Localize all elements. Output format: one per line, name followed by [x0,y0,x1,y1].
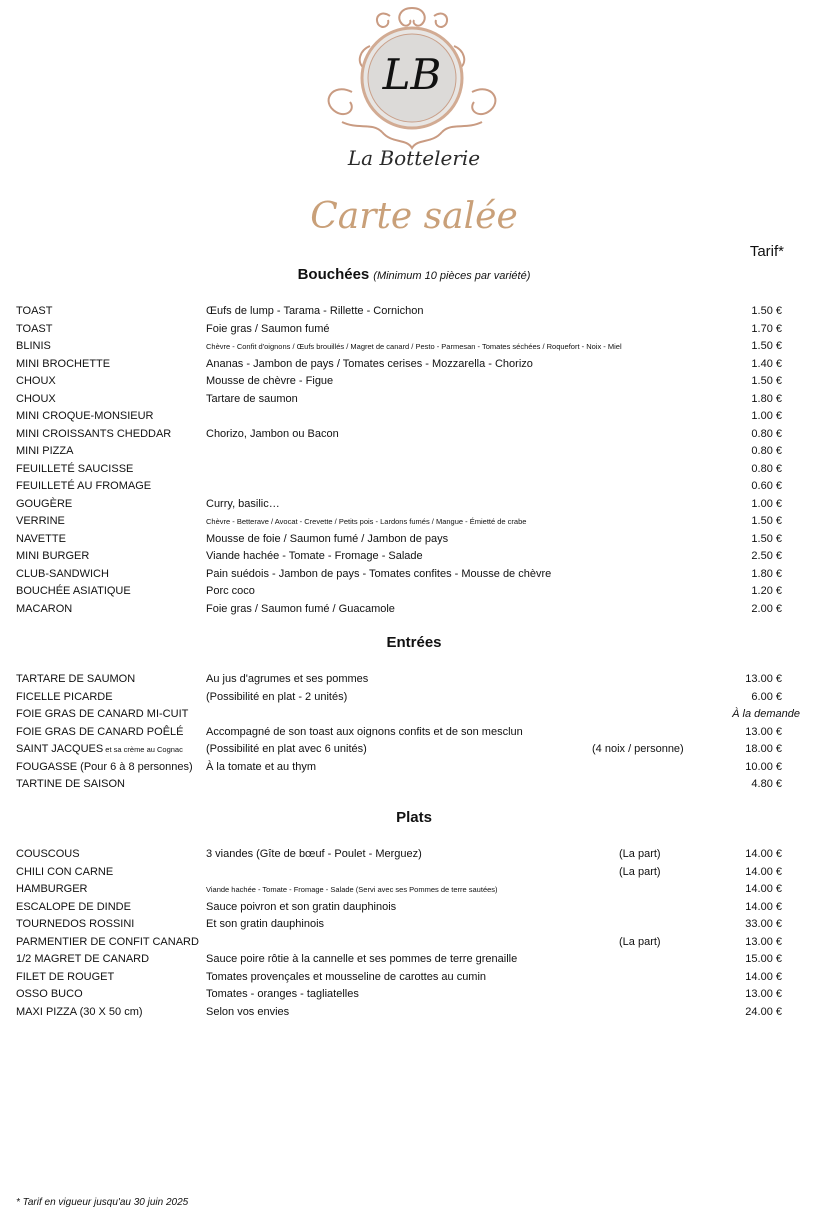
menu-item [0,303,828,320]
item-description: Et son gratin dauphinois [206,918,325,930]
item-name-note: et sa crème au Cognac [103,745,183,754]
item-description: Selon vos envies [206,1005,290,1018]
menu-item [0,951,828,968]
item-description: Tartare de saumon [206,392,298,405]
item-description: Foie gras / Saumon fumé / Guacamole [206,602,395,615]
item-name: MINI BROCHETTE [16,357,111,370]
menu-item [0,496,828,513]
item-name: FICELLE PICARDE [16,690,113,703]
section-bouchees-heading [0,266,828,283]
item-price: 1.50 € [751,305,782,317]
item-name: PARMENTIER DE CONFIT CANARD [16,935,199,948]
item-price: 0.80 € [751,427,782,440]
item-description: Ananas - Jambon de pays / Tomates cerises - Mozzarella - Chorizo [206,357,533,370]
item-portion: (La part) [619,935,661,948]
item-price: 14.00 € [745,900,782,913]
item-price: À la demande [732,708,800,720]
menu-item [0,601,828,618]
item-price: 1.50 € [751,515,782,527]
menu-item [0,583,828,600]
item-price: 13.00 € [745,725,782,738]
logo-monogram: LB [382,50,442,99]
item-price: 33.00 € [745,918,782,930]
item-description: Chèvre - Betterave / Avocat - Crevette / Petits pois - Lardons fumés / Mangue - Émietté de crabe [206,517,527,526]
menu-item [0,461,828,478]
menu-item [0,338,828,355]
section-note: (Minimum 10 pièces par variété) [373,270,531,282]
menu-item [0,513,828,530]
item-name: MINI CROISSANTS CHEDDAR [16,427,172,440]
menu-item [0,443,828,460]
item-name: CHOUX [16,375,56,387]
item-description: Accompagné de son toast aux oignons confits et de son mesclun [206,725,523,738]
item-price: 15.00 € [745,953,782,965]
menu-item [0,986,828,1003]
item-price: 14.00 € [745,848,782,860]
item-price: 13.00 € [745,935,782,948]
item-name: MINI CROQUE-MONSIEUR [16,410,154,422]
item-description: À la tomate et au thym [206,760,317,773]
item-name: FOIE GRAS DE CANARD MI-CUIT [16,708,189,720]
item-name: MACARON [16,602,73,615]
item-price: 1.50 € [751,532,782,545]
item-name: BLINIS [16,340,51,352]
item-description: (Possibilité en plat - 2 unités) [206,690,348,703]
menu-item [0,741,828,758]
menu-item [0,356,828,373]
item-price: 1.00 € [751,410,782,422]
item-price: 6.00 € [751,690,782,703]
item-name: TARTINE DE SAISON [16,778,126,790]
item-price: 1.40 € [751,357,782,370]
item-description: Tomates - oranges - tagliatelles [206,988,359,1000]
item-description: Pain suédois - Jambon de pays - Tomates confites - Mousse de chèvre [206,567,552,580]
item-name: NAVETTE [16,532,66,545]
item-name: TARTARE DE SAUMON [16,673,136,685]
menu-item [0,916,828,933]
item-price: 2.00 € [751,602,782,615]
menu-item [0,566,828,583]
menu-item [0,671,828,688]
item-description: Au jus d'agrumes et ses pommes [206,673,369,685]
page-title: Carte salée [310,196,518,237]
item-name: MINI PIZZA [16,445,74,457]
menu-item [0,706,828,723]
item-name: SAINT JACQUES et sa crème au Cognac [16,743,183,755]
item-price: 1.80 € [751,392,782,405]
menu-item [0,724,828,741]
item-name: FEUILLETÉ AU FROMAGE [16,480,152,492]
item-price: 14.00 € [745,970,782,983]
menu-item [0,548,828,565]
item-price: 13.00 € [745,988,782,1000]
item-name: 1/2 MAGRET DE CANARD [16,953,150,965]
item-name: FILET DE ROUGET [16,970,115,983]
item-name: MAXI PIZZA (30 X 50 cm) [16,1005,143,1018]
menu-item [0,846,828,863]
menu-item [0,881,828,898]
item-name: TOURNEDOS ROSSINI [16,918,135,930]
menu-item [0,478,828,495]
item-name: MINI BURGER [16,550,90,562]
menu-item [0,934,828,951]
item-description: Chorizo, Jambon ou Bacon [206,427,339,440]
menu-item [0,531,828,548]
item-description: Sauce poivron et son gratin dauphinois [206,900,397,913]
item-price: 0.80 € [751,445,782,457]
item-name: OSSO BUCO [16,988,83,1000]
menu-item [0,759,828,776]
item-name: FEUILLETÉ SAUCISSE [16,462,134,475]
footnote: * Tarif en vigueur jusqu'au 30 juin 2025 [16,1197,189,1208]
menu-item [0,426,828,443]
item-price: 10.00 € [745,760,782,773]
item-price: 24.00 € [745,1005,782,1018]
item-description: Sauce poire rôtie à la cannelle et ses pommes de terre grenaille [206,953,518,965]
item-portion: (La part) [619,865,661,878]
item-description: 3 viandes (Gîte de bœuf - Poulet - Merguez) [206,848,422,860]
item-portion: (La part) [619,848,661,860]
item-name: CHOUX [16,392,56,405]
item-name: TOAST [16,305,53,317]
section-title: Entrées [386,634,442,651]
item-name: FOIE GRAS DE CANARD POÊLÉ [16,725,184,738]
menu-item [0,864,828,881]
item-name: VERRINE [16,515,65,527]
item-name: HAMBURGER [16,883,88,895]
item-description: Foie gras / Saumon fumé [206,322,330,335]
item-price: 0.80 € [751,462,782,475]
item-description: Mousse de foie / Saumon fumé / Jambon de pays [206,532,449,545]
item-name: TOAST [16,322,53,335]
item-description: Chèvre - Confit d'oignons / Œufs brouillés / Magret de canard / Pesto - Parmesan - Tomates séchées / Roquefort - Noix - Miel [206,342,622,351]
item-name: BOUCHÉE ASIATIQUE [16,585,131,597]
item-price: 14.00 € [745,865,782,878]
item-description: Œufs de lump - Tarama - Rillette - Cornichon [206,305,424,317]
item-description: Tomates provençales et mousseline de carottes au cumin [206,970,487,983]
section-plats-heading [0,809,828,826]
item-price: 0.60 € [751,480,782,492]
item-name: FOUGASSE (Pour 6 à 8 personnes) [16,760,193,773]
menu-item [0,321,828,338]
menu-item [0,969,828,986]
item-description: Viande hachée - Tomate - Fromage - Salade [206,550,423,562]
item-name: COUSCOUS [16,848,80,860]
item-portion: (4 noix / personne) [592,743,684,755]
section-title: Plats [396,809,432,826]
item-description: Viande hachée - Tomate - Fromage - Salade (Servi avec ses Pommes de terre sautées) [206,885,498,894]
item-name: ESCALOPE DE DINDE [16,900,131,913]
item-price: 1.00 € [751,497,782,510]
section-title: Bouchées [297,266,370,283]
section-entrees-heading [0,634,828,651]
item-price: 1.80 € [751,567,782,580]
item-price: 1.20 € [751,585,782,597]
item-price: 1.70 € [751,322,782,335]
item-price: 1.50 € [751,375,782,387]
item-name: CHILI CON CARNE [16,865,114,878]
menu-item [0,373,828,390]
item-price: 13.00 € [745,673,782,685]
menu-item [0,899,828,916]
menu-item [0,408,828,425]
item-description: Porc coco [206,585,255,597]
menu-item [0,776,828,793]
item-name: CLUB-SANDWICH [16,567,109,580]
menu-item [0,1004,828,1021]
menu-item [0,391,828,408]
item-price: 1.50 € [751,340,782,352]
item-price: 14.00 € [745,883,782,895]
item-description: (Possibilité en plat avec 6 unités) [206,743,367,755]
item-price: 2.50 € [751,550,782,562]
item-name: GOUGÈRE [16,497,73,510]
menu-item [0,689,828,706]
logo-name: La Bottelerie [347,146,481,170]
item-description: Mousse de chèvre - Figue [206,375,334,387]
tarif-label: Tarif* [749,243,784,260]
item-price: 4.80 € [751,778,782,790]
item-price: 18.00 € [745,743,782,755]
item-description: Curry, basilic… [206,497,280,510]
